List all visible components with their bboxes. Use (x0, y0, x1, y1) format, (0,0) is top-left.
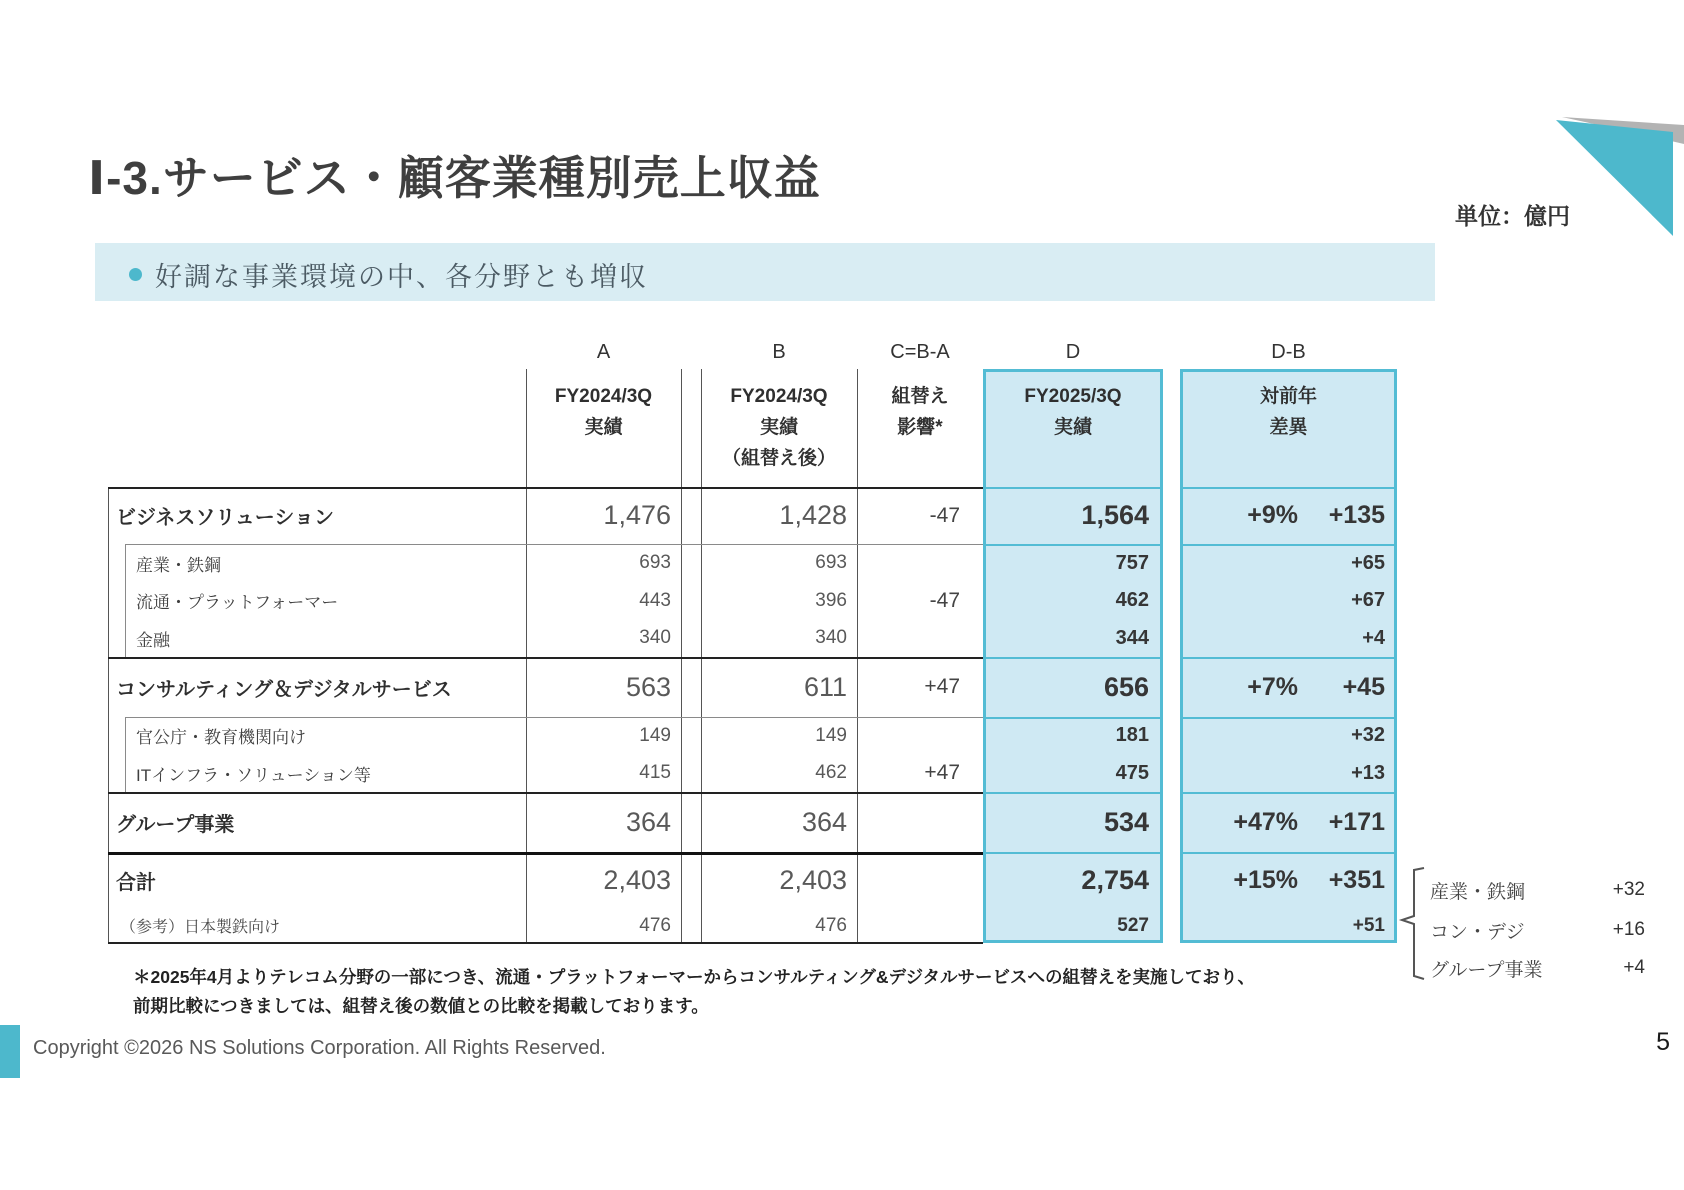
value-b: 364 (801, 806, 847, 837)
value-yoy-pct: +9% (1247, 501, 1298, 529)
value-d: 656 (1103, 671, 1149, 702)
highlight-banner (95, 243, 1435, 301)
column-letter-d: D (1065, 341, 1081, 363)
value-a: 1,476 (603, 500, 671, 530)
table-row (108, 657, 1418, 717)
annotation-label: グループ事業 (1430, 959, 1543, 981)
copyright-text: Copyright ©2026 NS Solutions Corporation. All Rights Reserved. (33, 1037, 606, 1059)
value-c (857, 852, 960, 908)
footer-accent-bar (0, 1025, 20, 1078)
row-label: ビジネスソリューション (116, 507, 334, 529)
row-label: （参考）日本製鉄向け (120, 919, 281, 936)
value-yoy-diff: +51 (1352, 914, 1385, 936)
value-b: 340 (815, 627, 847, 648)
value-a: 443 (639, 589, 671, 611)
annotation-item (1430, 875, 1645, 905)
column-letter-db: D-B (1271, 341, 1306, 363)
page-title: Ⅰ-3.サービス・顧客業種別売上収益 (88, 152, 821, 204)
row-label: 官公庁・教育機関向け (136, 728, 306, 747)
row-label: 産業・鉄鋼 (136, 555, 221, 575)
row-label: コンサルティング＆デジタルサービス (116, 678, 452, 701)
table-row-reference (108, 908, 1418, 943)
value-yoy-pct: +15% (1233, 865, 1298, 894)
value-d: 757 (1115, 551, 1149, 574)
header-fy2024-restated (701, 369, 857, 487)
value-b: 396 (815, 589, 847, 611)
value-c: +47 (924, 761, 960, 784)
value-a: 2,403 (603, 864, 671, 895)
value-yoy-diff: +351 (1328, 865, 1385, 894)
table-row (108, 717, 1418, 754)
annotation-value: +4 (1623, 957, 1645, 978)
row-label: 合計 (116, 871, 156, 894)
value-yoy-diff: +135 (1328, 501, 1385, 529)
value-c: +47 (924, 675, 960, 698)
column-letter-a: A (596, 341, 611, 363)
column-letter-b: B (772, 341, 786, 363)
annotation-value: +32 (1612, 879, 1645, 900)
annotation-label: コン・デジ (1430, 921, 1525, 943)
value-c (857, 619, 960, 657)
value-b: 462 (815, 762, 847, 783)
header-text: 差異 (1269, 417, 1308, 438)
highlight-message: 好調な事業環境の中、各分野とも増収 (155, 262, 648, 292)
annotation-bracket (1395, 860, 1435, 990)
table-row (108, 582, 1418, 619)
value-yoy-diff: +171 (1328, 807, 1385, 836)
value-a: 364 (625, 806, 671, 837)
value-a: 693 (639, 552, 671, 573)
value-yoy-pct: +7% (1247, 672, 1298, 701)
value-b: 611 (803, 671, 847, 702)
annotation-item (1430, 915, 1645, 945)
value-yoy-diff: +13 (1351, 761, 1385, 784)
column-letter-c: C=B-A (890, 341, 950, 363)
value-d: 2,754 (1081, 864, 1149, 895)
corner-triangle-teal (1556, 120, 1673, 236)
header-restatement-impact (857, 369, 983, 487)
value-a: 340 (639, 627, 671, 648)
value-yoy-diff: +67 (1351, 589, 1385, 611)
footnote-line: ＊2025年4月よりテレコム分野の一部につき、流通・プラットフォーマーからコンサルティング&デジタルサービスへの組替えを実施しており、 (133, 967, 1255, 987)
value-b: 1,428 (779, 500, 847, 530)
header-text: 組替え (891, 386, 949, 407)
row-label: 流通・プラットフォーマー (136, 593, 339, 612)
value-b: 2,403 (779, 864, 847, 895)
table-row-total (108, 852, 1418, 908)
table-row (108, 487, 1418, 544)
header-text: 対前年 (1259, 386, 1317, 407)
value-yoy-pct: +47% (1233, 807, 1298, 836)
footnote-line: 前期比較につきましては、組替え後の数値との比較を掲載しております。 (133, 995, 709, 1016)
value-c: -47 (929, 588, 960, 612)
value-b: 693 (815, 552, 847, 573)
value-a: 476 (639, 914, 671, 936)
header-text: 実績 (584, 417, 623, 438)
value-d: 475 (1115, 761, 1149, 784)
page-number: 5 (1656, 1028, 1670, 1056)
table-row (108, 754, 1418, 792)
header-text: 実績 (1053, 417, 1092, 438)
value-b: 476 (815, 914, 847, 936)
value-yoy-diff: +45 (1342, 672, 1385, 701)
value-yoy-diff: +65 (1351, 551, 1385, 574)
annotation-item (1430, 953, 1645, 983)
bullet-dot-icon (129, 268, 142, 281)
value-d: 527 (1117, 914, 1149, 936)
value-a: 563 (625, 671, 671, 702)
unit-label: 単位：億円 (1455, 203, 1570, 229)
value-d: 462 (1115, 589, 1149, 611)
header-text: 実績 (759, 417, 798, 438)
row-label: ITインフラ・ソリューション等 (136, 765, 371, 785)
value-a: 415 (639, 762, 671, 783)
value-a: 149 (639, 724, 671, 746)
value-d: 1,564 (1081, 500, 1149, 530)
header-text: FY2025/3Q (1024, 386, 1122, 407)
value-d: 534 (1103, 806, 1149, 837)
annotation-label: 産業・鉄鋼 (1430, 881, 1526, 903)
header-text: FY2024/3Q (554, 386, 653, 407)
footnote (133, 963, 1363, 1021)
header-text: （組替え後） (721, 448, 836, 469)
header-fy2024-actual (526, 369, 681, 487)
value-b: 149 (815, 724, 847, 746)
value-yoy-diff: +32 (1351, 724, 1385, 746)
header-fy2025-actual (983, 369, 1163, 487)
value-d: 344 (1115, 626, 1149, 649)
table-row (108, 792, 1418, 852)
row-label: 金融 (136, 630, 170, 650)
value-c (857, 792, 960, 852)
annotation-value: +16 (1612, 919, 1645, 940)
header-text: FY2024/3Q (730, 386, 828, 407)
value-d: 181 (1115, 724, 1149, 746)
value-c (857, 544, 960, 582)
value-yoy-diff: +4 (1362, 626, 1385, 649)
row-label: グループ事業 (116, 813, 235, 836)
header-text: 影響* (897, 417, 943, 438)
header-yoy-difference (1180, 369, 1397, 487)
value-c (857, 717, 960, 754)
table-row (108, 544, 1418, 582)
value-c: -47 (929, 503, 960, 527)
table-row (108, 619, 1418, 657)
revenue-table (108, 341, 1418, 943)
